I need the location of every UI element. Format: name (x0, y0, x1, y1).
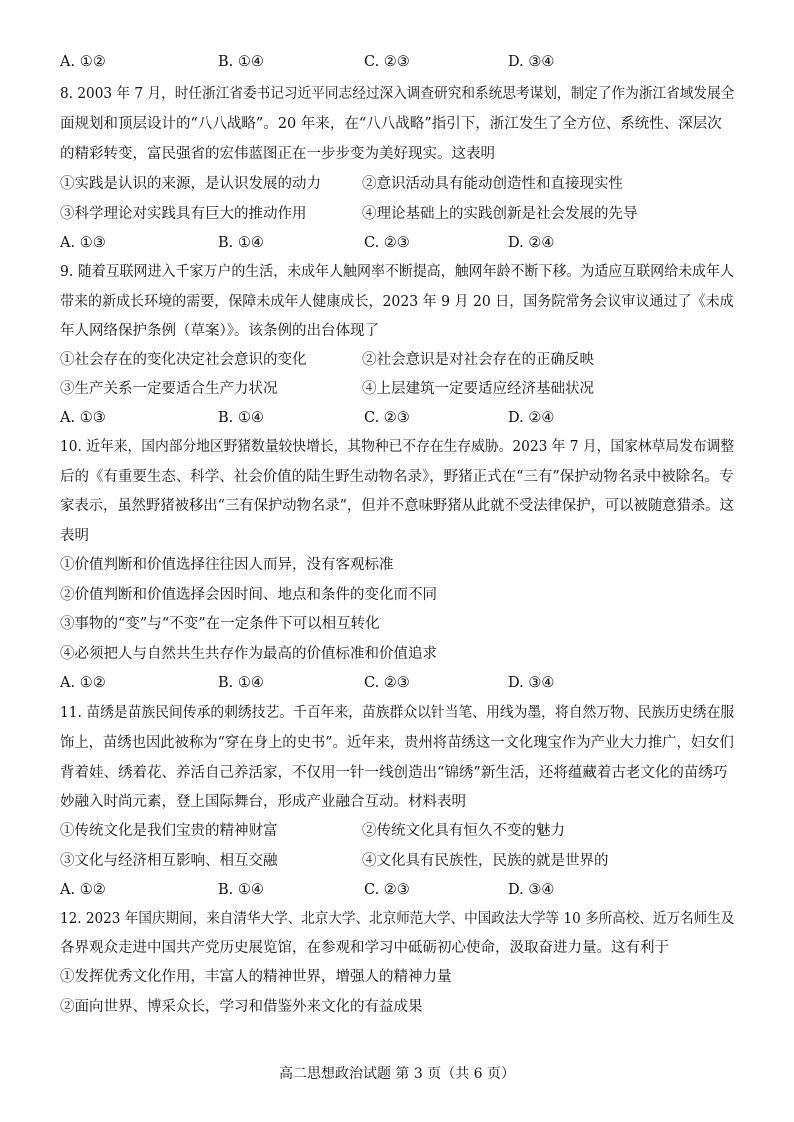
q9-option-4: ④上层建筑一定要适应经济基础状况 (362, 381, 594, 397)
q10-choice-a: A. ①② (60, 675, 106, 691)
q7-choice-d: D. ③④ (508, 54, 555, 70)
q11-stem-line: 背着娃、绣着花、养活自己养活家，不仅用一针一线创造出“锦绣”新生活，还将蕴藏着古老文化的苗绣巧 (60, 765, 728, 781)
q8-option-3: ③科学理论对实践具有巨大的推动作用 (60, 206, 307, 222)
q11-choice-b: B. ①④ (218, 882, 264, 898)
q11-option-3: ③文化与经济相互影响、相互交融 (60, 853, 278, 869)
q11-option-1: ①传统文化是我们宝贵的精神财富 (60, 823, 278, 839)
q8-option-4: ④理论基础上的实践创新是社会发展的先导 (362, 206, 638, 222)
q9-option-1: ①社会存在的变化决定社会意识的变化 (60, 352, 307, 368)
q11-option-2: ②传统文化具有恒久不变的魅力 (362, 823, 565, 839)
q12-stem-line: 12. 2023 年国庆期间，来自清华大学、北京大学、北京师范大学、中国政法大学等 10 多所高校、近万名师生及 (60, 911, 735, 927)
q11-stem-line: 饰上，苗绣也因此被称为“穿在身上的史书”。近年来，贵州将苗绣这一文化瑰宝作为产业大力推广，妇女们 (60, 735, 734, 751)
q10-option-1: ①价值判断和价值选择往往因人而异，没有客观标准 (60, 557, 394, 573)
q8-option-1: ①实践是认识的来源，是认识发展的动力 (60, 176, 321, 192)
q10-stem-line: 表明 (60, 528, 89, 544)
q10-option-4: ④必须把人与自然共生共存作为最高的价值标准和价值追求 (60, 646, 437, 662)
q12-option-2: ②面向世界、博采众长，学习和借鉴外来文化的有益成果 (60, 999, 423, 1015)
q9-option-2: ②社会意识是对社会存在的正确反映 (362, 352, 594, 368)
q10-choice-d: D. ③④ (508, 675, 555, 691)
q11-choice-d: D. ③④ (508, 882, 555, 898)
q10-choice-c: C. ②③ (364, 675, 410, 691)
q8-choice-a: A. ①③ (60, 235, 106, 251)
q9-choice-a: A. ①③ (60, 410, 106, 426)
q12-stem-line: 各界观众走进中国共产党历史展览馆，在参观和学习中砥砺初心使命，汲取奋进力量。这有利于 (60, 940, 669, 956)
q9-choice-d: D. ②④ (508, 410, 555, 426)
q9-choice-b: B. ①④ (218, 410, 264, 426)
q9-stem-line: 9. 随着互联网进入千家万户的生活，未成年人触网率不断提高，触网年龄不断下移。为适应互联网给未成年人 (60, 264, 734, 280)
q7-choice-c: C. ②③ (364, 54, 410, 70)
q8-option-2: ②意识活动具有能动创造性和直接现实性 (362, 176, 623, 192)
q9-stem-line: 带来的新成长环境的需要，保障未成年人健康成长，2023 年 9 月 20 日，国务院常务会议审议通过了《未成 (60, 294, 734, 310)
q10-choice-b: B. ①④ (218, 675, 264, 691)
q9-stem-line: 年人网络保护条例（草案）》。该条例的出台体现了 (60, 323, 379, 339)
q9-option-3: ③生产关系一定要适合生产力状况 (60, 381, 278, 397)
q11-stem-line: 11. 苗绣是苗族民间传承的刺绣技艺。千百年来，苗族群众以针当笔、用线为墨，将自然万物、民族历史绣在服 (60, 705, 735, 721)
q9-choice-c: C. ②③ (364, 410, 410, 426)
q7-choice-a: A. ①② (60, 54, 106, 70)
q10-option-3: ③事物的“变”与“不变”在一定条件下可以相互转化 (60, 616, 380, 632)
q8-choice-d: D. ②④ (508, 235, 555, 251)
q10-stem-line: 10. 近年来，国内部分地区野猪数量较快增长，其物种已不存在生存威胁。2023 年 7 月，国家林草局发布调整 (60, 439, 735, 455)
q11-option-4: ④文化具有民族性，民族的就是世界的 (362, 853, 609, 869)
q11-choice-a: A. ①② (60, 882, 106, 898)
q10-option-2: ②价值判断和价值选择会因时间、地点和条件的变化而不同 (60, 587, 437, 603)
page-footer: 高二思想政治试题 第 3 页（共 6 页） (278, 1066, 516, 1082)
q8-stem-line: 8. 2003 年 7 月，时任浙江省委书记习近平同志经过深入调查研究和系统思考谋划，制定了作为浙江省域发展全 (60, 86, 735, 102)
q10-stem-line: 家表示，虽然野猪被移出“三有保护动物名录”，但并不意味野猪从此就不受法律保护，可以被随意猎杀。这 (60, 498, 734, 514)
q7-choice-b: B. ①④ (218, 54, 264, 70)
q8-stem-line: 的精彩转变，富民强省的宏伟蓝图正在一步步变为美好现实。这表明 (60, 146, 495, 162)
q12-option-1: ①发挥优秀文化作用，丰富人的精神世界，增强人的精神力量 (60, 969, 452, 985)
q8-choice-c: C. ②③ (364, 235, 410, 251)
q11-choice-c: C. ②③ (364, 882, 410, 898)
q10-stem-line: 后的《有重要生态、科学、社会价值的陆生野生动物名录》，野猪正式在“三有”保护动物名录中被除名。专 (60, 469, 734, 485)
q8-stem-line: 面规划和顶层设计的“八八战略”。20 年来，在“八八战略”指引下，浙江发生了全方位、系统性、深层次 (60, 116, 722, 132)
q8-choice-b: B. ①④ (218, 235, 264, 251)
q11-stem-line: 妙融入时尚元素，登上国际舞台，形成产业融合互动。材料表明 (60, 794, 466, 810)
